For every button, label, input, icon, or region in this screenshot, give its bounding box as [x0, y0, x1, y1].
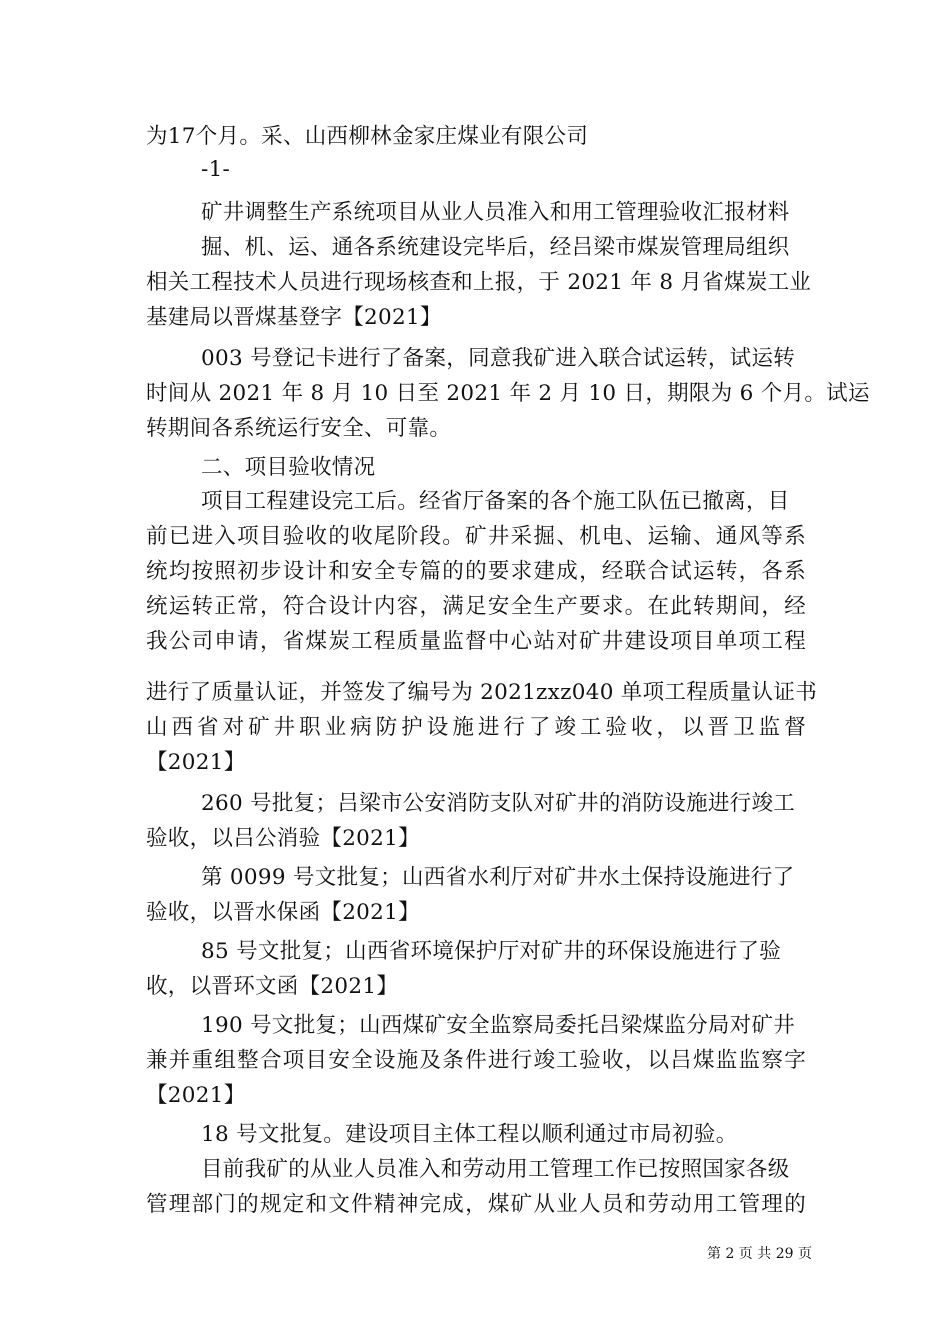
text-line: 转期间各系统运行安全、可靠。 [146, 416, 452, 441]
text-line: 验收，以吕公消验【2021】 [146, 826, 420, 851]
page-number-marker: -1- [201, 157, 231, 182]
section-heading: 二、项目验收情况 [201, 455, 376, 480]
text-line: 进行了质量认证，并签发了编号为 2021zxz040 单项工程质量认证书 [146, 680, 818, 705]
text-line: 190 号文批复；山西煤矿安全监察局委托吕梁煤监分局对矿井 [201, 1013, 796, 1038]
text-line: 我公司申请，省煤炭工程质量监督中心站对矿井建设项目单项工程 [146, 629, 806, 654]
page-footer: 第 2 页 共 29 页 [707, 1246, 812, 1262]
text-line: 为17个月。采、山西柳林金家庄煤业有限公司 [146, 124, 589, 149]
text-line: 兼并重组整合项目安全设施及条件进行竣工验收，以吕煤监监察字 [146, 1048, 806, 1073]
text-line: 85 号文批复；山西省环境保护厅对矿井的环保设施进行了验 [201, 939, 782, 964]
text-line: 掘、机、运、通各系统建设完毕后，经吕梁市煤炭管理局组织 [201, 235, 790, 260]
text-line: 统运转正常，符合设计内容，满足安全生产要求。在此转期间，经 [146, 594, 806, 619]
text-line: 时间从 2021 年 8 月 10 日至 2021 年 2 月 10 日，期限为 6 个月。试运 [146, 381, 870, 406]
text-line: 003 号登记卡进行了备案，同意我矿进入联合试运转，试运转 [201, 346, 796, 371]
text-line: 收，以晋环文函【2021】 [146, 974, 399, 999]
text-line: 相关工程技术人员进行现场核查和上报，于 2021 年 8 月省煤炭工业 [146, 270, 812, 295]
text-line: 目前我矿的从业人员准入和劳动用工管理工作已按照国家各级 [201, 1157, 790, 1182]
text-line: 项目工程建设完工后。经省厅备案的各个施工队伍已撤离，目 [201, 489, 790, 514]
text-line: 18 号文批复。建设项目主体工程以顺利通过市局初验。 [201, 1122, 738, 1147]
document-title: 矿井调整生产系统项目从业人员准入和用工管理验收汇报材料 [201, 200, 790, 225]
text-line: 管理部门的规定和文件精神完成，煤矿从业人员和劳动用工管理的 [146, 1192, 806, 1217]
text-line: 前已进入项目验收的收尾阶段。矿井采掘、机电、运输、通风等系 [146, 524, 806, 549]
text-line: 基建局以晋煤基登字【2021】 [146, 305, 442, 330]
text-line: 验收，以晋水保函【2021】 [146, 900, 420, 925]
text-line: 【2021】 [146, 1083, 246, 1108]
text-line: 统均按照初步设计和安全专篇的的要求建成，经联合试运转，各系 [146, 559, 806, 584]
text-line: 260 号批复；吕梁市公安消防支队对矿井的消防设施进行竣工 [201, 791, 796, 816]
text-line: 第 0099 号文批复；山西省水利厅对矿井水土保持设施进行了 [201, 865, 795, 890]
text-line: 【2021】 [146, 750, 246, 775]
text-line: 山西省对矿井职业病防护设施进行了竣工验收，以晋卫监督 [146, 715, 806, 740]
